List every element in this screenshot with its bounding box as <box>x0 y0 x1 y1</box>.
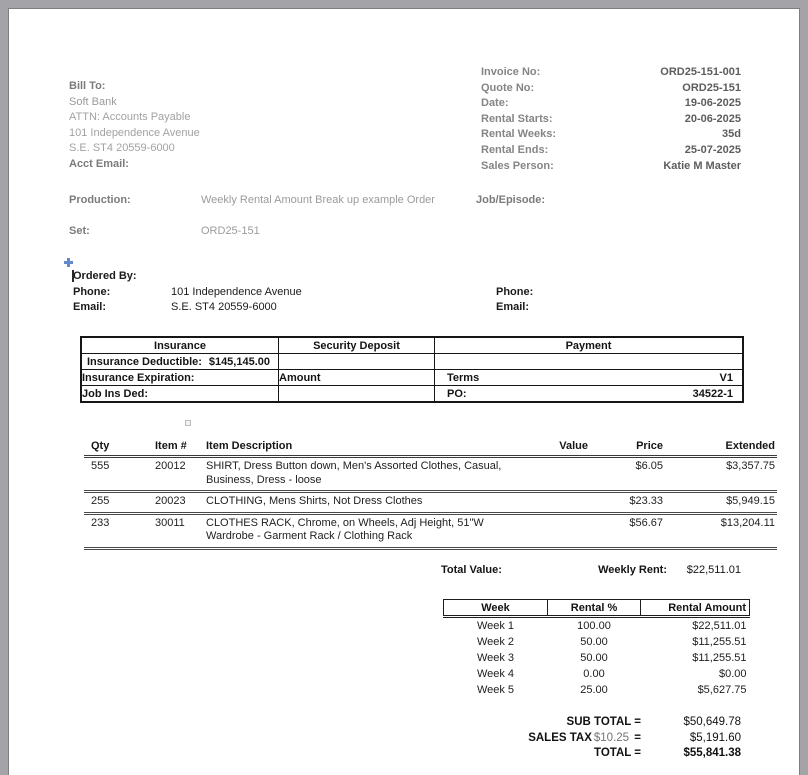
item-row <box>84 492 777 514</box>
subtotal-row <box>409 715 741 731</box>
price-header: Price <box>590 440 665 457</box>
item-qty: 555 <box>84 457 147 492</box>
sales-tax-prefix: SALES TAX <box>528 731 592 744</box>
email-label-right: Email: <box>496 301 530 313</box>
po-value: 34522-1 <box>692 387 733 400</box>
invoice-info-block <box>481 65 741 174</box>
week-amount: $5,627.75 <box>697 684 747 696</box>
phone-value: 101 Independence Avenue <box>171 285 302 298</box>
job-ins-ded-label: Job Ins Ded: <box>81 386 279 403</box>
invoice-info-row <box>481 143 741 159</box>
week-amount: $22,511.01 <box>692 620 747 632</box>
insurance-expiration-label: Insurance Expiration: <box>81 370 279 386</box>
items-table <box>84 440 777 550</box>
week-row <box>444 650 750 666</box>
subtotal-value: $50,649.78 <box>683 716 741 728</box>
bill-to-company: Soft Bank <box>69 95 117 108</box>
sales-person-value: Katie M Master <box>663 159 741 172</box>
rental-pct-header: Rental % <box>548 600 641 617</box>
rental-weeks-value: 35d <box>722 128 741 141</box>
week-header-row <box>444 600 750 617</box>
ordered-by-label: Ordered By: <box>73 270 137 282</box>
week-row <box>444 617 750 635</box>
week-header: Week <box>444 600 548 617</box>
insurance-deductible-value: $145,145.00 <box>208 355 270 368</box>
item-extended: $3,357.75 <box>665 457 777 492</box>
item-price: $56.67 <box>590 513 665 548</box>
item-qty: 233 <box>84 513 147 548</box>
email-label: Email: <box>73 301 107 313</box>
total-label: TOTAL = <box>594 747 641 760</box>
subtotal-label: SUB TOTAL = <box>566 716 641 728</box>
week-name: Week 4 <box>476 668 515 680</box>
empty-cell <box>435 354 744 370</box>
bill-to-address2: S.E. ST4 20559-6000 <box>69 142 175 154</box>
week-row <box>444 666 750 682</box>
value-header: Value <box>536 440 590 457</box>
invoice-no-value: ORD25-151-001 <box>660 66 741 78</box>
sales-tax-equals: = <box>634 731 641 744</box>
quote-no-value: ORD25-151 <box>682 81 741 94</box>
sales-person-label: Sales Person: <box>481 159 554 172</box>
item-price: $6.05 <box>590 457 665 492</box>
item-description: CLOTHING, Mens Shirts, Not Dress Clothes <box>201 492 536 514</box>
item-price: $23.33 <box>590 492 665 514</box>
insurance-deductible-row <box>81 354 743 370</box>
week-amount: $11,255.51 <box>692 652 747 664</box>
week-row <box>444 682 750 698</box>
payment-header: Payment <box>435 337 744 354</box>
total-value-label: Total Value: <box>441 564 502 576</box>
week-amount: $0.00 <box>718 668 747 680</box>
date-value: 19-06-2025 <box>684 97 741 110</box>
week-row <box>444 634 750 650</box>
items-header-row <box>84 440 777 457</box>
phone-label-right: Phone: <box>496 285 534 298</box>
insurance-header-row <box>81 337 743 354</box>
item-qty: 255 <box>84 492 147 514</box>
phone-label: Phone: <box>73 285 111 298</box>
week-name: Week 2 <box>476 636 515 648</box>
empty-cell <box>279 386 435 403</box>
item-extended: $13,204.11 <box>665 513 777 548</box>
invoice-info-row <box>481 65 741 81</box>
week-name: Week 5 <box>476 684 515 696</box>
table-move-handle-icon[interactable] <box>63 257 74 268</box>
insurance-expiration-row <box>81 370 743 386</box>
job-episode-label: Job/Episode: <box>476 194 546 206</box>
invoice-info-row <box>481 96 741 112</box>
production-label: Production: <box>69 194 131 206</box>
invoice-info-row <box>481 159 741 175</box>
po-label: PO: <box>447 387 467 400</box>
set-label: Set: <box>69 225 90 237</box>
item-number: 20023 <box>147 492 201 514</box>
rental-starts-label: Rental Starts: <box>481 112 553 125</box>
weekly-rent-value: $22,511.01 <box>686 564 741 576</box>
totals-block <box>409 715 741 762</box>
plus-icon <box>67 258 70 267</box>
sales-tax-row <box>409 731 741 747</box>
quote-no-label: Quote No: <box>481 81 535 94</box>
item-value <box>536 513 590 548</box>
item-number-header: Item # <box>147 440 201 457</box>
item-number: 20012 <box>147 457 201 492</box>
ordered-by-block <box>73 269 753 316</box>
total-row <box>409 746 741 762</box>
item-description-header: Item Description <box>201 440 536 457</box>
terms-value: V1 <box>719 371 733 384</box>
document-page <box>8 8 800 775</box>
sales-tax-rate: $10.25 <box>593 731 630 744</box>
production-value: Weekly Rental Amount Break up example Order <box>201 194 435 206</box>
total-value: $55,841.38 <box>683 747 741 760</box>
acct-email-label: Acct Email: <box>69 157 129 170</box>
bill-to-block <box>69 79 200 172</box>
invoice-info-row <box>481 81 741 97</box>
item-row <box>84 457 777 492</box>
bill-to-address1: 101 Independence Avenue <box>69 126 200 139</box>
week-amount: $11,255.51 <box>692 636 747 648</box>
bill-to-label: Bill To: <box>69 80 106 92</box>
week-pct: 100.00 <box>577 620 611 632</box>
insurance-header: Insurance <box>81 337 279 354</box>
email-value: S.E. ST4 20559-6000 <box>171 301 277 313</box>
item-extended: $5,949.15 <box>665 492 777 514</box>
rental-ends-value: 25-07-2025 <box>684 143 741 156</box>
item-description: SHIRT, Dress Button down, Men's Assorted Clothes, Casual, Business, Dress - loose <box>201 457 536 492</box>
item-row <box>84 513 777 548</box>
item-value <box>536 492 590 514</box>
week-pct: 0.00 <box>583 668 605 680</box>
security-deposit-header: Security Deposit <box>279 337 435 354</box>
invoice-no-label: Invoice No: <box>481 66 541 78</box>
week-pct: 50.00 <box>580 652 608 664</box>
amount-label: Amount <box>279 370 435 386</box>
insurance-payment-table <box>80 336 744 403</box>
weekly-rent-label: Weekly Rent: <box>598 564 667 576</box>
terms-label: Terms <box>447 371 480 384</box>
invoice-info-row <box>481 112 741 128</box>
rental-starts-value: 20-06-2025 <box>684 112 741 125</box>
extended-header: Extended <box>665 440 777 457</box>
week-name: Week 1 <box>476 620 515 632</box>
item-value <box>536 457 590 492</box>
item-description: CLOTHES RACK, Chrome, on Wheels, Adj Height, 51"W Wardrobe - Garment Rack / Clothing Rack <box>201 513 536 548</box>
anchor-marker-icon <box>185 420 191 426</box>
sales-tax-label <box>409 731 649 747</box>
summary-row <box>441 564 741 576</box>
rental-amount-header: Rental Amount <box>641 600 750 617</box>
week-pct: 50.00 <box>580 636 608 648</box>
invoice-info-row <box>481 127 741 143</box>
sales-tax-value: $5,191.60 <box>689 731 741 744</box>
job-ins-ded-row <box>81 386 743 403</box>
qty-header: Qty <box>84 440 147 457</box>
bill-to-attn: ATTN: Accounts Payable <box>69 111 191 123</box>
insurance-deductible-label: Insurance Deductible: <box>87 355 202 368</box>
set-value: ORD25-151 <box>201 225 260 237</box>
item-number: 30011 <box>147 513 201 548</box>
date-label: Date: <box>481 97 509 110</box>
rental-ends-label: Rental Ends: <box>481 143 549 156</box>
week-breakdown-table <box>443 599 750 698</box>
week-name: Week 3 <box>476 652 515 664</box>
week-pct: 25.00 <box>580 684 608 696</box>
rental-weeks-label: Rental Weeks: <box>481 128 556 141</box>
empty-cell <box>279 354 435 370</box>
